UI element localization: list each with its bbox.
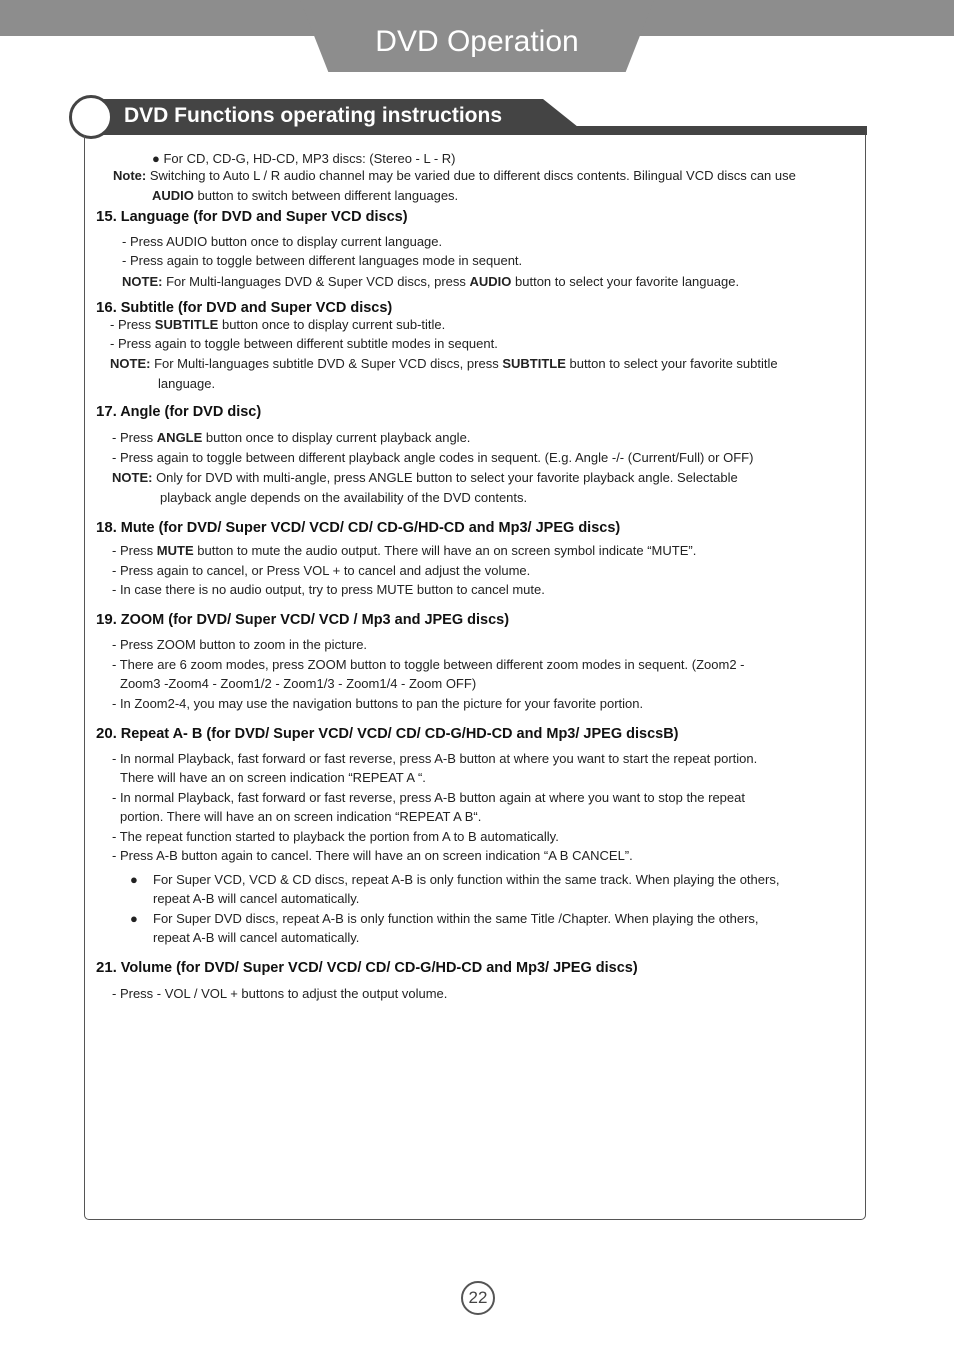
intro-note-cont: AUDIO button to switch between different languages. [152, 188, 459, 203]
heading-19: 19. ZOOM (for DVD/ Super VCD/ VCD / Mp3 and JPEG discs) [96, 611, 510, 628]
s17-line1: - Press ANGLE button once to display current playback angle. [112, 430, 471, 445]
s15-line2: - Press again to toggle between different languages mode in sequent. [122, 253, 523, 268]
heading-15: 15. Language (for DVD and Super VCD discs) [96, 208, 408, 225]
s16-note-cont: language. [158, 376, 216, 391]
s15-line1: - Press AUDIO button once to display current language. [122, 234, 443, 249]
heading-20: 20. Repeat A- B (for DVD/ Super VCD/ VCD/ CD/ CD-G/HD-CD and Mp3/ JPEG discsB) [96, 725, 679, 742]
s17-note: NOTE: Only for DVD with multi-angle, press ANGLE button to select your favorite playback angle. Selectable [112, 470, 738, 485]
s15-note: NOTE: For Multi-languages DVD & Super VCD discs, press AUDIO button to select your favorite language. [122, 274, 740, 289]
section-circle-icon [69, 95, 113, 139]
s20-line2: - In normal Playback, fast forward or fast reverse, press A-B button again at where you want to stop the repeat [112, 790, 745, 805]
s18-line3: - In case there is no audio output, try to press MUTE button to cancel mute. [112, 582, 545, 597]
page-number: 22 [461, 1281, 495, 1315]
s20-bullet1-cont: repeat A-B will cancel automatically. [153, 891, 360, 906]
heading-16: 16. Subtitle (for DVD and Super VCD discs) [96, 299, 393, 316]
s20-line4: - Press A-B button again to cancel. There will have an on screen indication “A B CANCEL”. [112, 848, 633, 863]
s20-line3: - The repeat function started to playback the portion from A to B automatically. [112, 829, 559, 844]
page-title: DVD Operation [375, 25, 579, 58]
heading-18: 18. Mute (for DVD/ Super VCD/ VCD/ CD/ CD-G/HD-CD and Mp3/ JPEG discs) [96, 519, 621, 536]
intro-bullet: ● For CD, CD-G, HD-CD, MP3 discs: (Stereo - L - R) [152, 151, 456, 166]
s16-note: NOTE: For Multi-languages subtitle DVD & Super VCD discs, press SUBTITLE button to select your favorite subtitle [110, 356, 778, 371]
s20-line1-cont: There will have an on screen indication “REPEAT A “. [120, 770, 426, 785]
heading-17: 17. Angle (for DVD disc) [96, 403, 262, 420]
s17-note-cont: playback angle depends on the availability of the DVD contents. [160, 490, 528, 505]
s16-line1: - Press SUBTITLE button once to display current sub-title. [110, 317, 446, 332]
section-bar-line [560, 126, 867, 135]
heading-21: 21. Volume (for DVD/ Super VCD/ VCD/ CD/ CD-G/HD-CD and Mp3/ JPEG discs) [96, 959, 638, 976]
s20-bullet2-cont: repeat A-B will cancel automatically. [153, 930, 360, 945]
intro-note: Note: Switching to Auto L / R audio channel may be varied due to different discs contents. Bilingual VCD discs can use [113, 168, 796, 183]
s18-line1: - Press MUTE button to mute the audio output. There will have an on screen symbol indicate “MUTE”. [112, 543, 697, 558]
s20-bullet-icon: ● [130, 872, 138, 887]
s19-line1: - Press ZOOM button to zoom in the picture. [112, 637, 368, 652]
s19-line3: - In Zoom2-4, you may use the navigation buttons to pan the picture for your favorite portion. [112, 696, 644, 711]
section-title: DVD Functions operating instructions [124, 104, 503, 127]
s20-bullet-icon: ● [130, 911, 138, 926]
s19-line2: - There are 6 zoom modes, press ZOOM button to toggle between different zoom modes in sequent. (Zoom2 - [112, 657, 745, 672]
s20-bullet2: For Super DVD discs, repeat A-B is only function within the same Title /Chapter. When playing the others, [153, 911, 759, 926]
s21-line1: - Press - VOL / VOL + buttons to adjust the output volume. [112, 986, 448, 1001]
s16-line2: - Press again to toggle between different subtitle modes in sequent. [110, 336, 498, 351]
s20-line1: - In normal Playback, fast forward or fast reverse, press A-B button at where you want to start the repeat portion. [112, 751, 758, 766]
s20-line2-cont: portion. There will have an on screen indication “REPEAT A B“. [120, 809, 482, 824]
s17-line2: - Press again to toggle between different playback angle codes in sequent. (E.g. Angle -/- (Current/Full) or OFF) [112, 450, 754, 465]
s20-bullet1: For Super VCD, VCD & CD discs, repeat A-B is only function within the same track. When playing the others, [153, 872, 780, 887]
s19-line2-cont: Zoom3 -Zoom4 - Zoom1/2 - Zoom1/3 - Zoom1/4 - Zoom OFF) [120, 676, 477, 691]
s18-line2: - Press again to cancel, or Press VOL + to cancel and adjust the volume. [112, 563, 531, 578]
